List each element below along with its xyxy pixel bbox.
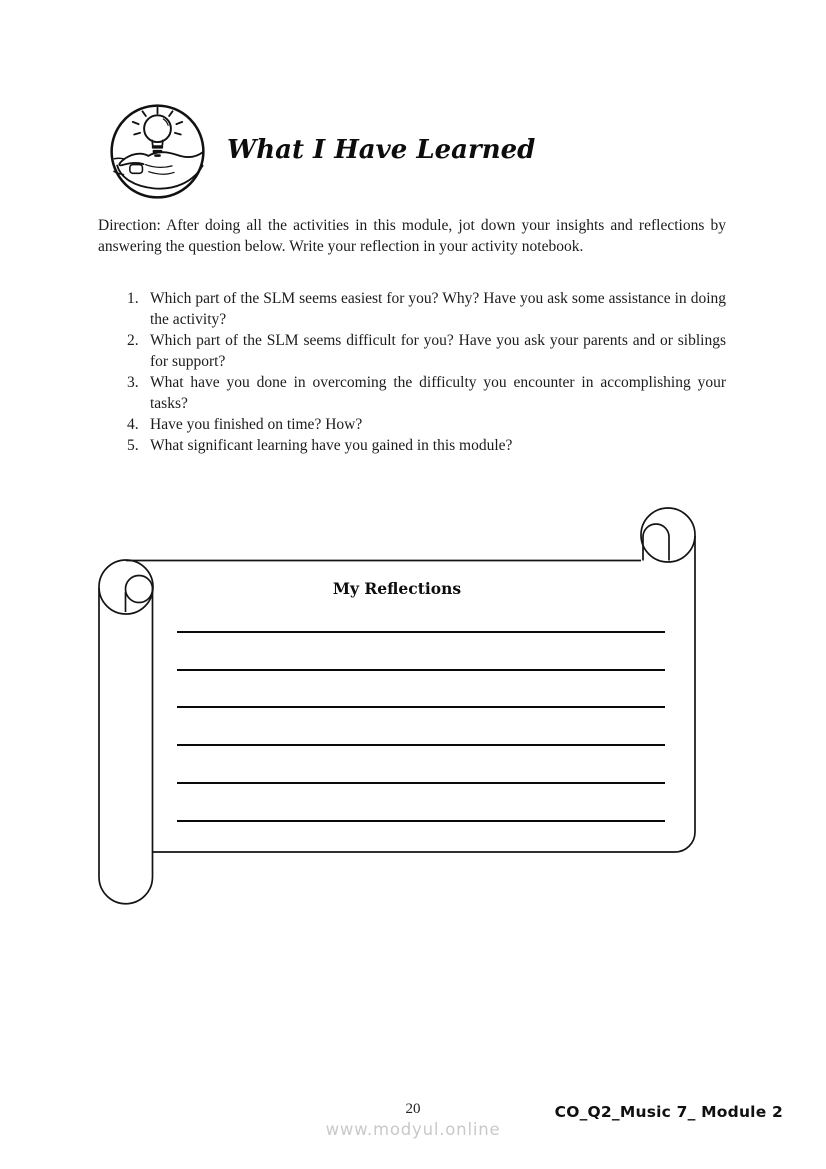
question-number: 4.	[127, 416, 139, 433]
question-number: 2.	[127, 332, 139, 349]
page-title: What I Have Learned	[227, 135, 536, 165]
question-text: Have you finished on time? How?	[150, 416, 363, 433]
question-number: 3.	[127, 374, 139, 391]
watermark-text: www.modyul.online	[325, 1120, 501, 1139]
question-number: 1.	[127, 290, 139, 307]
question-item	[127, 288, 726, 330]
reflection-writing-line	[177, 744, 665, 746]
questions-list	[127, 288, 726, 456]
reflection-writing-line	[177, 820, 665, 822]
question-number: 5.	[127, 437, 139, 454]
question-text: What significant learning have you gained in this module?	[150, 437, 513, 454]
question-item	[127, 414, 726, 435]
reflection-writing-line	[177, 782, 665, 784]
reflection-writing-line	[177, 706, 665, 708]
reflections-title: My Reflections	[332, 579, 462, 598]
question-item	[127, 435, 726, 456]
scroll-graphic	[95, 498, 710, 910]
question-item	[127, 372, 726, 414]
question-item	[127, 330, 726, 372]
reflection-writing-line	[177, 631, 665, 633]
hand-holding-lightbulb-icon	[109, 103, 206, 200]
question-text: Which part of the SLM seems easiest for you? Why? Have you ask some assistance in doing the activity?	[150, 290, 726, 328]
question-text: What have you done in overcoming the difficulty you encounter in accomplishing your tasks?	[150, 374, 726, 412]
page-number: 20	[405, 1101, 421, 1117]
module-label: CO_Q2_Music 7_ Module 2	[554, 1103, 783, 1121]
reflections-scroll	[95, 498, 710, 910]
direction-text: Direction: After doing all the activities in this module, jot down your insights and reflections by answering the question below. Write your reflection in your activity notebook.	[98, 217, 726, 255]
question-text: Which part of the SLM seems difficult for you? Have you ask your parents and or siblings for support?	[150, 332, 726, 370]
reflection-writing-line	[177, 669, 665, 671]
